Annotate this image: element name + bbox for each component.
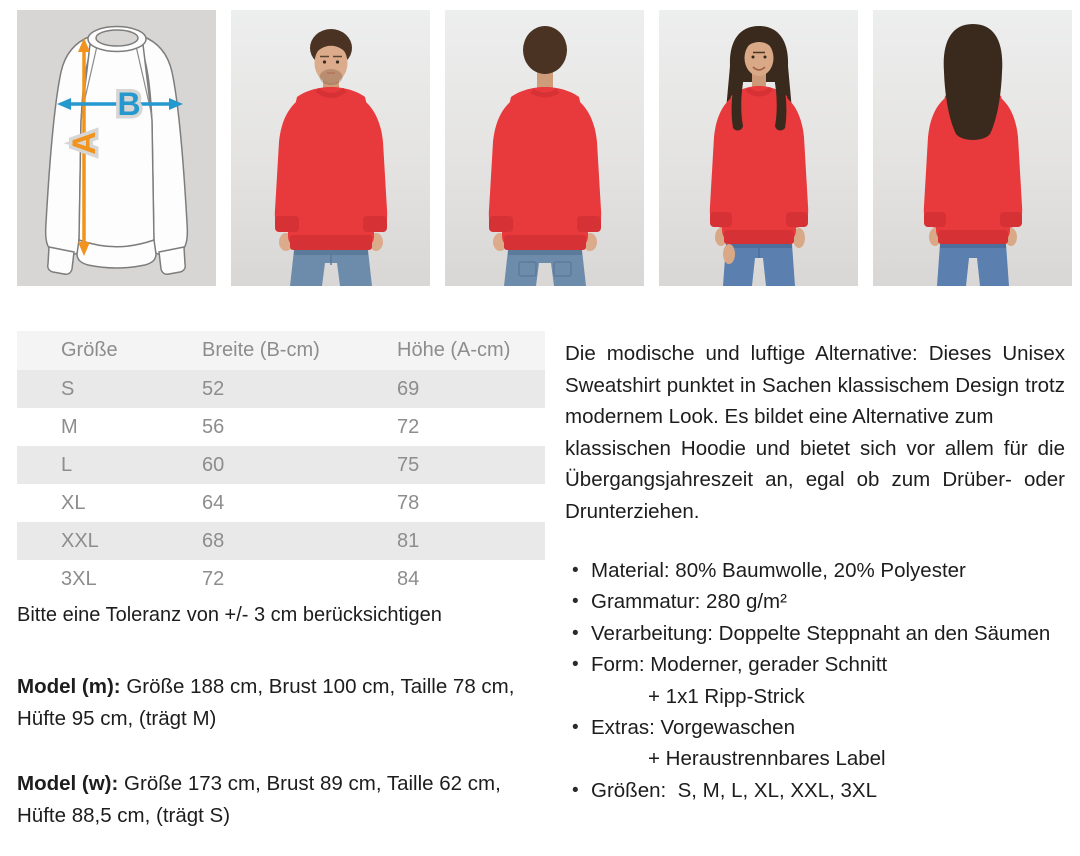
size-table bbox=[17, 331, 545, 598]
product-description bbox=[565, 338, 1065, 527]
description-line-group-1: Die modische und luftige Alternative: Dieses Unisex Sweatshirt punktet in Sachen klassischem Design trotz modernem Look. Es bildet eine Alternative zum bbox=[565, 342, 1065, 428]
spec-groessen-text: Größen: S, M, L, XL, XXL, 3XL bbox=[591, 778, 877, 802]
male-front-figure bbox=[231, 10, 430, 286]
male-back-figure bbox=[445, 10, 644, 286]
cell-height: 69 bbox=[397, 377, 420, 400]
description-column bbox=[565, 338, 1065, 806]
cell-size: XL bbox=[61, 491, 86, 514]
cell-height: 72 bbox=[397, 415, 420, 438]
cell-height: 78 bbox=[397, 491, 420, 514]
cell-width: 60 bbox=[202, 453, 225, 476]
size-table-header-row bbox=[17, 331, 545, 370]
photo-female-model-front[interactable] bbox=[659, 10, 858, 286]
model-male-details: Größe 188 cm, Brust 100 cm, Taille 78 cm, Hüfte 95 cm, (trägt M) bbox=[17, 675, 515, 730]
width-label-b: B bbox=[117, 86, 141, 122]
table-row-l bbox=[17, 446, 545, 484]
product-gallery bbox=[17, 10, 1072, 286]
spec-grammatur-text: Grammatur: 280 g/m² bbox=[591, 590, 787, 614]
spec-form-continuation: + 1x1 Ripp-Strick bbox=[648, 684, 805, 708]
model-male-label: Model (m): bbox=[17, 675, 121, 698]
tolerance-note: Bitte eine Toleranz von +/- 3 cm berücksichtigen bbox=[17, 604, 442, 626]
column-header-hoehe: Höhe (A-cm) bbox=[397, 339, 511, 361]
photo-female-model-back[interactable] bbox=[873, 10, 1072, 286]
cell-size: 3XL bbox=[61, 567, 97, 590]
description-line-group-2: klassischen Hoodie und bietet sich vor allem für die Übergangsjahreszeit an, egal ob zum Drüber- oder Drunterziehen. bbox=[565, 436, 1065, 523]
cell-height: 81 bbox=[397, 529, 420, 552]
spec-extras-text: Extras: Vorgewaschen bbox=[591, 716, 795, 740]
spec-extras-continuation: + Heraustrennbares Label bbox=[648, 747, 886, 771]
model-female-details: Größe 173 cm, Brust 89 cm, Taille 62 cm, Hüfte 88,5 cm, (trägt S) bbox=[17, 772, 501, 827]
cell-width: 72 bbox=[202, 567, 225, 590]
spec-material-text: Material: 80% Baumwolle, 20% Polyester bbox=[591, 559, 966, 582]
size-info-column bbox=[17, 331, 545, 832]
cell-size: S bbox=[61, 377, 75, 400]
spec-grammatur bbox=[565, 586, 1065, 617]
spec-list bbox=[565, 555, 1065, 806]
female-back-figure bbox=[873, 10, 1072, 286]
spec-extras bbox=[565, 712, 1065, 775]
model-female-label: Model (w): bbox=[17, 772, 119, 795]
spec-verarbeitung-text: Verarbeitung: Doppelte Steppnaht an den Säumen bbox=[591, 621, 1051, 645]
spec-groessen bbox=[565, 775, 1065, 806]
photo-male-model-front[interactable] bbox=[231, 10, 430, 286]
cell-size: L bbox=[61, 453, 73, 476]
photo-male-model-back[interactable] bbox=[445, 10, 644, 286]
column-header-breite: Breite (B-cm) bbox=[202, 339, 320, 361]
height-label-a: A bbox=[66, 131, 102, 155]
cell-size: XXL bbox=[61, 529, 99, 552]
table-row-xxl bbox=[17, 522, 545, 560]
column-header-groesse: Größe bbox=[61, 339, 118, 361]
model-info-female bbox=[17, 768, 541, 832]
table-row-3xl bbox=[17, 560, 545, 598]
model-info-male bbox=[17, 671, 541, 735]
spec-form bbox=[565, 649, 1065, 712]
cell-width: 52 bbox=[202, 377, 225, 400]
spec-material bbox=[565, 555, 1065, 586]
cell-size: M bbox=[61, 415, 78, 438]
table-row-m bbox=[17, 408, 545, 446]
cell-width: 68 bbox=[202, 529, 225, 552]
cell-width: 64 bbox=[202, 491, 225, 514]
cell-height: 75 bbox=[397, 453, 420, 476]
table-row-s bbox=[17, 370, 545, 408]
size-diagram-image[interactable] bbox=[17, 10, 216, 286]
cell-height: 84 bbox=[397, 567, 420, 590]
spec-form-text: Form: Moderner, gerader Schnitt bbox=[591, 653, 888, 677]
spec-verarbeitung bbox=[565, 618, 1065, 649]
cell-width: 56 bbox=[202, 415, 225, 438]
female-front-figure bbox=[659, 10, 858, 286]
table-row-xl bbox=[17, 484, 545, 522]
sweatshirt-size-diagram bbox=[17, 10, 216, 286]
